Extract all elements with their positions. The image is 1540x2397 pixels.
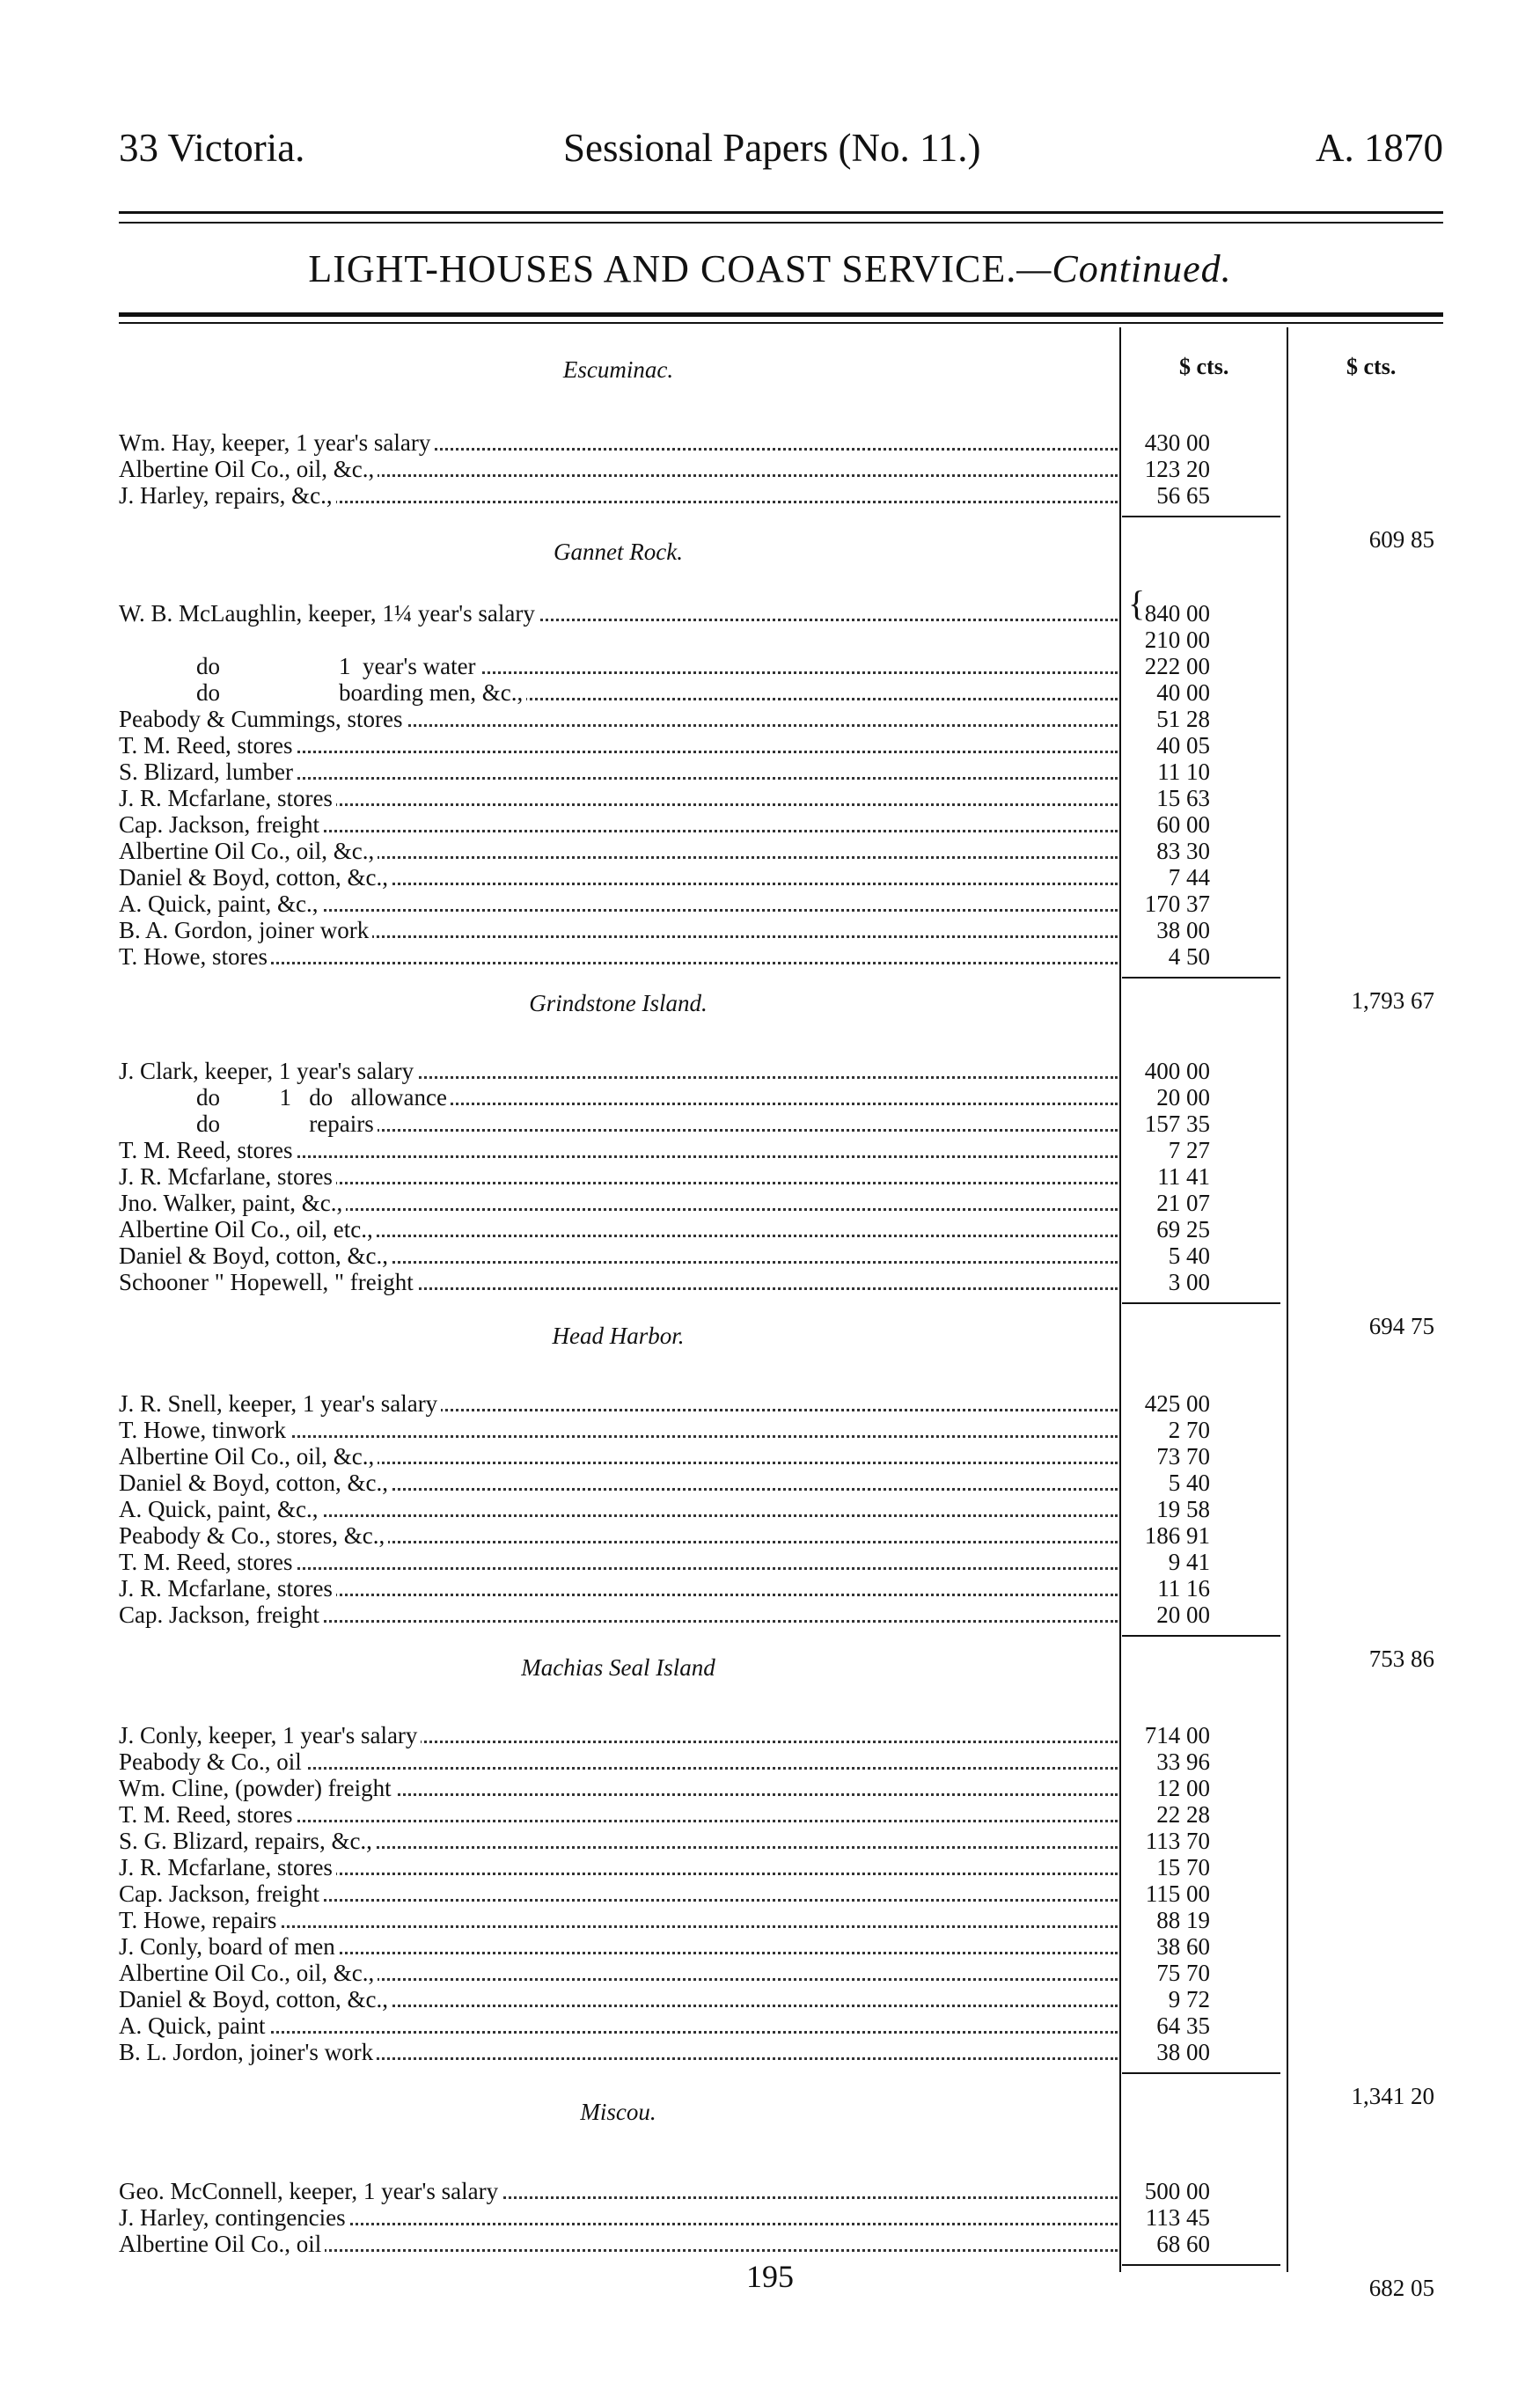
- row-amount: 170 37: [1144, 891, 1210, 917]
- row-amount: 430 00: [1144, 429, 1210, 456]
- row-amount: 186 91: [1144, 1522, 1210, 1549]
- row-description-text: Peabody & Co., stores, &c.,: [119, 1522, 388, 1549]
- row-description-text: J. Conly, board of men: [119, 1933, 339, 1960]
- subtotal-rule: [1122, 2072, 1280, 2074]
- row-description-text: Cap. Jackson, freight: [119, 811, 323, 838]
- row-description-text: Cap. Jackson, freight: [119, 1880, 323, 1907]
- column-divider-right: [1287, 327, 1288, 2272]
- row-amount: 15 63: [1156, 785, 1210, 811]
- row-description: [119, 1775, 1118, 1801]
- row-description: [119, 1880, 1118, 1907]
- row-description: [119, 1470, 1118, 1496]
- section-heading: Head Harbor.: [552, 1323, 685, 1349]
- row-description-text: Geo. McConnell, keeper, 1 year's salary: [119, 2178, 502, 2204]
- row-amount: 5 40: [1168, 1470, 1210, 1496]
- page-title: [0, 246, 1540, 291]
- row-description-text: T. M. Reed, stores: [119, 1549, 296, 1575]
- row-description: [119, 600, 1118, 627]
- row-description-text: J. R. Mcfarlane, stores: [119, 1575, 336, 1602]
- row-description-text: T. Howe, tinwork: [119, 1417, 290, 1443]
- row-description: [119, 1549, 1118, 1575]
- row-description: [119, 1522, 1118, 1549]
- row-description: [119, 1933, 1118, 1960]
- row-amount: 40 05: [1156, 732, 1210, 759]
- row-description-text: J. R. Mcfarlane, stores: [119, 1163, 336, 1190]
- row-amount: 38 00: [1156, 917, 1210, 943]
- row-description-text: A. Quick, paint, &c.,: [119, 1496, 321, 1522]
- row-amount: 38 60: [1156, 1933, 1210, 1960]
- row-description-text: Albertine Oil Co., oil, &c.,: [119, 838, 378, 864]
- row-description-text: S. G. Blizard, repairs, &c.,: [119, 1828, 376, 1854]
- section-heading: Escuminac.: [562, 356, 674, 383]
- row-description: [119, 1854, 1118, 1880]
- row-amount: 73 70: [1156, 1443, 1210, 1470]
- title-rule-bottom: [119, 322, 1443, 324]
- row-description: [119, 1907, 1118, 1933]
- row-amount: 157 35: [1144, 1111, 1210, 1137]
- row-description-text: T. Howe, stores: [119, 943, 271, 970]
- title-suffix: —Continued.: [1016, 247, 1232, 290]
- row-description: [119, 1748, 1118, 1775]
- row-amount: 4 50: [1168, 943, 1210, 970]
- row-description: [119, 1575, 1118, 1602]
- row-description-text: Peabody & Cummings, stores: [119, 706, 407, 732]
- section-total: 609 85: [1368, 526, 1434, 553]
- row-description-text: Albertine Oil Co., oil, etc.,: [119, 1216, 377, 1242]
- page-number: 195: [746, 2259, 794, 2294]
- row-description-text: J. R. Mcfarlane, stores: [119, 1854, 336, 1880]
- row-amount: 714 00: [1144, 1722, 1210, 1748]
- row-description-text: Albertine Oil Co., oil, &c.,: [119, 456, 378, 482]
- row-description: [119, 2039, 1118, 2065]
- row-description: [119, 1084, 1118, 1111]
- brace-glyph: {: [1128, 583, 1146, 623]
- row-amount: 400 00: [1144, 1058, 1210, 1084]
- row-description-text: do repairs: [119, 1111, 378, 1137]
- section-total: 1,793 67: [1351, 987, 1434, 1014]
- row-description: [119, 627, 1118, 653]
- row-description-text: W. B. McLaughlin, keeper, 1¼ year's salary: [119, 600, 539, 627]
- row-description-text: do 1 year's water: [119, 653, 480, 679]
- row-description-text: Cap. Jackson, freight: [119, 1602, 323, 1628]
- row-description: [119, 1163, 1118, 1190]
- row-amount: 75 70: [1156, 1960, 1210, 1986]
- row-description-text: Daniel & Boyd, cotton, &c.,: [119, 864, 392, 891]
- row-description: [119, 1242, 1118, 1269]
- row-description: [119, 1216, 1118, 1242]
- row-amount: 500 00: [1144, 2178, 1210, 2204]
- row-description-text: Wm. Cline, (powder) freight: [119, 1775, 395, 1801]
- row-description-text: J. Clark, keeper, 1 year's salary: [119, 1058, 417, 1084]
- row-description-text: Daniel & Boyd, cotton, &c.,: [119, 1470, 392, 1496]
- row-amount: 11 16: [1157, 1575, 1210, 1602]
- row-description: [119, 2231, 1118, 2257]
- row-description-text: B. A. Gordon, joiner work: [119, 917, 372, 943]
- row-description-text: Daniel & Boyd, cotton, &c.,: [119, 1986, 392, 2012]
- row-amount: 5 40: [1168, 1242, 1210, 1269]
- row-description: [119, 785, 1118, 811]
- row-description-text: A. Quick, paint: [119, 2012, 268, 2039]
- row-amount: 7 27: [1168, 1137, 1210, 1163]
- row-description-text: T. M. Reed, stores: [119, 1137, 296, 1163]
- row-amount: 69 25: [1156, 1216, 1210, 1242]
- row-description: [119, 732, 1118, 759]
- row-description: [119, 891, 1118, 917]
- row-description: [119, 706, 1118, 732]
- section-total: 682 05: [1368, 2275, 1434, 2301]
- row-description-text: J. R. Snell, keeper, 1 year's salary: [119, 1390, 441, 1417]
- row-description: [119, 2012, 1118, 2039]
- row-description-text: Albertine Oil Co., oil, &c.,: [119, 1960, 378, 1986]
- row-amount: 33 96: [1156, 1748, 1210, 1775]
- row-description-text: B. L. Jordon, joiner's work: [119, 2039, 377, 2065]
- row-description: [119, 1390, 1118, 1417]
- row-description: [119, 2178, 1118, 2204]
- section-heading: Grindstone Island.: [529, 990, 708, 1016]
- row-description: [119, 1722, 1118, 1748]
- row-amount: 11 41: [1157, 1163, 1210, 1190]
- row-description: [119, 456, 1118, 482]
- row-description-text: J. Harley, repairs, &c.,: [119, 482, 336, 509]
- row-amount: 68 60: [1156, 2231, 1210, 2257]
- row-description: [119, 943, 1118, 970]
- row-description: [119, 1417, 1118, 1443]
- row-amount: 60 00: [1156, 811, 1210, 838]
- row-description: [119, 2204, 1118, 2231]
- section-heading: Machias Seal Island: [521, 1654, 715, 1681]
- row-description: [119, 1602, 1118, 1628]
- row-description-text: Albertine Oil Co., oil: [119, 2231, 325, 2257]
- row-amount: 222 00: [1144, 653, 1210, 679]
- subtotal-rule: [1122, 977, 1280, 979]
- header-rule-top: [119, 211, 1443, 214]
- row-amount: 20 00: [1156, 1084, 1210, 1111]
- row-description-text: T. Howe, repairs: [119, 1907, 280, 1933]
- row-description: [119, 1828, 1118, 1854]
- row-description: [119, 1986, 1118, 2012]
- row-description: [119, 759, 1118, 785]
- row-amount: 56 65: [1156, 482, 1210, 509]
- row-description: [119, 1137, 1118, 1163]
- row-description-text: Jno. Walker, paint, &c.,: [119, 1190, 346, 1216]
- row-amount: 19 58: [1156, 1496, 1210, 1522]
- title-rule-top: [119, 312, 1443, 317]
- section-heading: Miscou.: [580, 2099, 656, 2125]
- row-amount: 123 20: [1144, 456, 1210, 482]
- row-description-text: do 1 do allowance: [119, 1084, 451, 1111]
- row-description-text: Schooner " Hopewell, " freight: [119, 1269, 417, 1295]
- row-description-text: A. Quick, paint, &c.,: [119, 891, 321, 917]
- section-total: 1,341 20: [1351, 2083, 1434, 2109]
- row-amount: 115 00: [1145, 1880, 1210, 1907]
- row-description-text: T. M. Reed, stores: [119, 1801, 296, 1828]
- row-description-text: S. Blizard, lumber: [119, 759, 297, 785]
- row-amount: 64 35: [1156, 2012, 1210, 2039]
- row-amount: 113 70: [1145, 1828, 1210, 1854]
- row-description: [119, 1960, 1118, 1986]
- row-amount: 9 72: [1168, 1986, 1210, 2012]
- title-main: LIGHT-HOUSES AND COAST SERVICE.: [308, 247, 1017, 290]
- row-amount: 840 00: [1144, 600, 1210, 627]
- row-amount: 22 28: [1156, 1801, 1210, 1828]
- row-amount: 9 41: [1168, 1549, 1210, 1575]
- subtotal-rule: [1122, 1302, 1280, 1304]
- header-left: 33 Victoria.: [119, 126, 305, 170]
- row-description-text: J. Harley, contingencies: [119, 2204, 349, 2231]
- row-amount: 83 30: [1156, 838, 1210, 864]
- row-description: [119, 1058, 1118, 1084]
- row-description-text: T. M. Reed, stores: [119, 732, 296, 759]
- row-description: [119, 429, 1118, 456]
- section-total: 694 75: [1368, 1313, 1434, 1339]
- row-description-text: do boarding men, &c.,: [119, 679, 526, 706]
- row-description: [119, 1111, 1118, 1137]
- leader-dots: [119, 2031, 1118, 2034]
- row-description-text: J. Conly, keeper, 1 year's salary: [119, 1722, 421, 1748]
- row-amount: 12 00: [1156, 1775, 1210, 1801]
- row-description: [119, 1443, 1118, 1470]
- row-description-text: J. R. Mcfarlane, stores: [119, 785, 336, 811]
- subtotal-rule: [1122, 1635, 1280, 1637]
- row-amount: 38 00: [1156, 2039, 1210, 2065]
- row-description: [119, 1190, 1118, 1216]
- row-amount: 20 00: [1156, 1602, 1210, 1628]
- row-amount: 210 00: [1144, 627, 1210, 653]
- row-amount: 3 00: [1168, 1269, 1210, 1295]
- row-description: [119, 864, 1118, 891]
- row-amount: 7 44: [1168, 864, 1210, 891]
- row-amount: 40 00: [1156, 679, 1210, 706]
- row-description: [119, 1496, 1118, 1522]
- header-center: Sessional Papers (No. 11.): [563, 126, 981, 170]
- row-amount: 15 70: [1156, 1854, 1210, 1880]
- row-description: [119, 811, 1118, 838]
- row-description: [119, 679, 1118, 706]
- row-amount: 113 45: [1145, 2204, 1210, 2231]
- row-description: [119, 917, 1118, 943]
- subtotal-rule: [1122, 516, 1280, 517]
- row-description-text: Daniel & Boyd, cotton, &c.,: [119, 1242, 392, 1269]
- row-amount: 51 28: [1156, 706, 1210, 732]
- row-description-text: Albertine Oil Co., oil, &c.,: [119, 1443, 378, 1470]
- section-total: 753 86: [1368, 1646, 1434, 1672]
- row-amount: 11 10: [1157, 759, 1210, 785]
- amount-column-header: $ cts.: [1179, 354, 1229, 379]
- total-column-header: $ cts.: [1346, 354, 1397, 379]
- row-description: [119, 653, 1118, 679]
- row-description: [119, 838, 1118, 864]
- row-description: [119, 482, 1118, 509]
- header-rule-bottom: [119, 222, 1443, 224]
- row-amount: 425 00: [1144, 1390, 1210, 1417]
- header-right: A. 1870: [1316, 126, 1443, 170]
- row-description: [119, 1801, 1118, 1828]
- row-amount: 21 07: [1156, 1190, 1210, 1216]
- row-amount: 2 70: [1168, 1417, 1210, 1443]
- row-amount: 88 19: [1156, 1907, 1210, 1933]
- row-description-text: Wm. Hay, keeper, 1 year's salary: [119, 429, 434, 456]
- row-description-text: Peabody & Co., oil: [119, 1748, 305, 1775]
- row-description: [119, 1269, 1118, 1295]
- section-heading: Gannet Rock.: [554, 539, 683, 565]
